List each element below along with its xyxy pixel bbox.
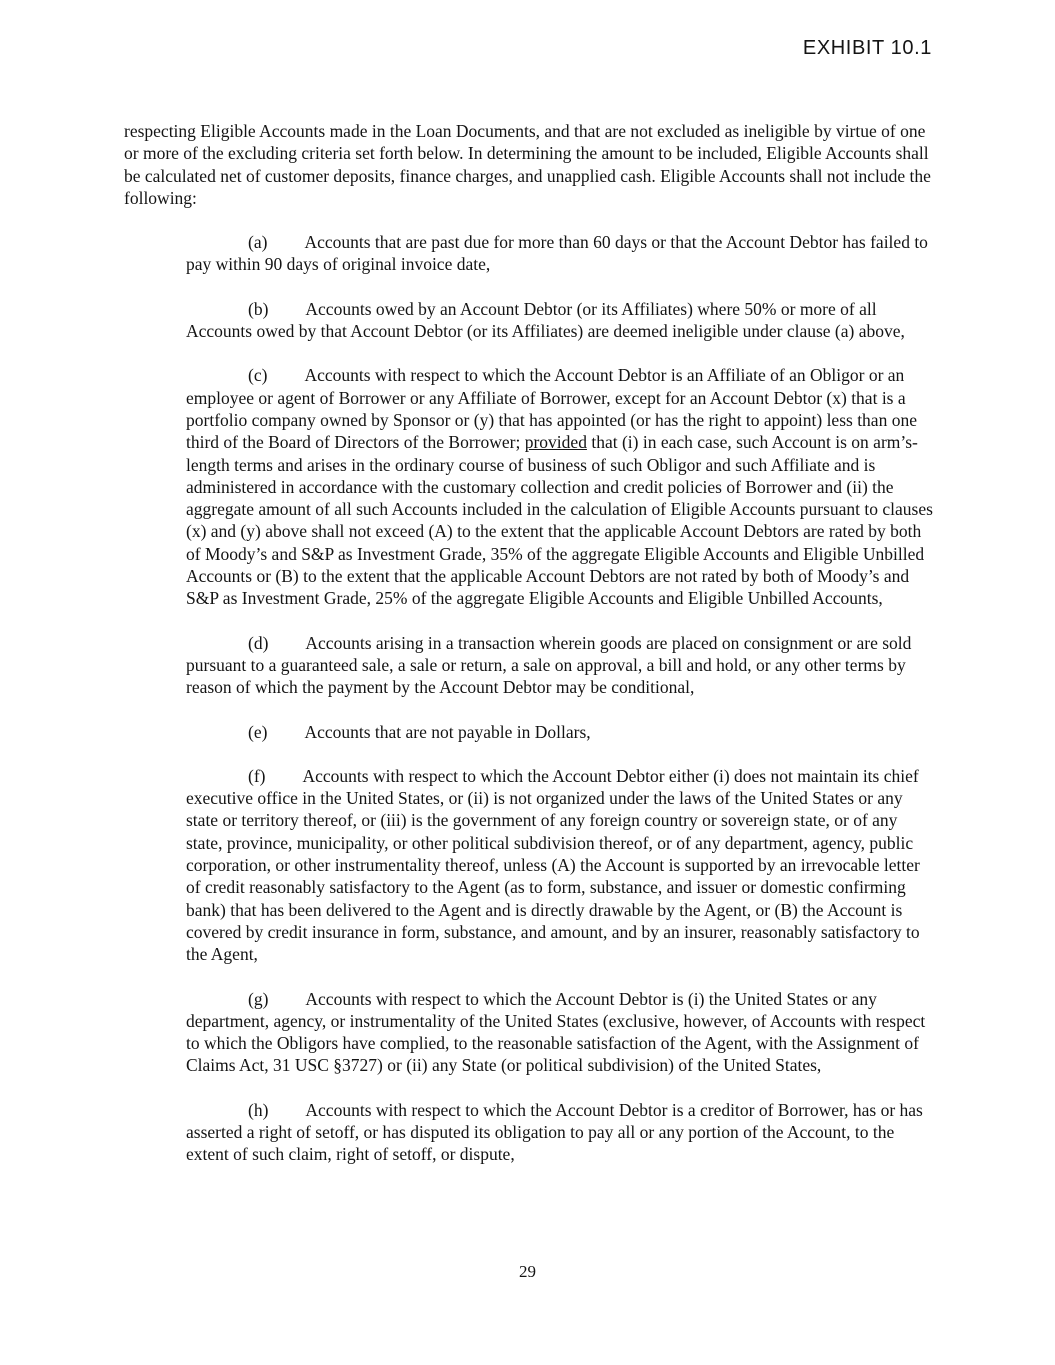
clause-text: Accounts with respect to which the Account Debtor either (i) does not maintain its chief executive office in the United States, or (ii) is not organized under the laws of the United States or any state or territory thereof, or (iii) is the government of any foreign country or sovereign state, or of any state, province, municipality, or other political subdivision thereof, or of any department, agency, public corporation, or other instrumentality thereof, unless (A) the Account is supported by an irrevocable letter of credit reasonably satisfactory to the Agent (as to form, substance, and issuer or domestic confirming bank) that has been delivered to the Agent and is directly drawable by the Agent, or (B) the Account is covered by credit insurance in form, substance, and amount, and by an insurer, reasonably satisfactory to the Agent, <box>186 765 920 965</box>
clause-text: Accounts with respect to which the Account Debtor is a creditor of Borrower, has or has asserted a right of setoff, or has disputed its obligation to pay all or any portion of the Account, to the extent of such claim, right of setoff, or dispute, <box>186 1099 923 1165</box>
clause-text: Accounts with respect to which the Account Debtor is (i) the United States or any department, agency, or instrumentality of the United States (exclusive, however, of Accounts with respect to which the Obligors have complied, to the reasonable satisfaction of the Agent, with the Assignment of Claims Act, 31 USC §3727) or (ii) any State (or political subdivision) of the United States, <box>186 988 926 1076</box>
page-number: 29 <box>519 1262 536 1281</box>
clause-text: Accounts arising in a transaction wherein goods are placed on consignment or are sold pursuant to a guaranteed sale, a sale or return, a sale on approval, a bill and hold, or any other terms by reason of which the payment by the Account Debtor may be conditional, <box>186 632 912 698</box>
clause-label: (c) <box>248 365 268 386</box>
clause-text: Accounts that are past due for more than 60 days or that the Account Debtor has failed to pay within 90 days of original invoice date, <box>186 232 928 275</box>
clause-label: (d) <box>248 632 269 653</box>
document-body <box>124 120 934 1166</box>
clause-b <box>186 298 934 343</box>
clause-text: that (i) in each case, such Account is on arm’s-length terms and arises in the ordinary course of business of such Obligor and such Affiliate and is administered in accordance with the customary collection and credit policies of Borrower and (ii) the aggregate amount of all such Accounts included in the calculation of Eligible Accounts pursuant to clauses (x) and (y) above shall not exceed (A) to the extent that the applicable Account Debtors are rated by both of Moody’s and S&P as Investment Grade, 35% of the aggregate Eligible Accounts and Eligible Unbilled Accounts or (B) to the extent that the applicable Account Debtors are not rated by both of Moody’s and S&P as Investment Grade, 25% of the aggregate Eligible Accounts and Eligible Unbilled Accounts, <box>186 432 933 609</box>
clause-d <box>186 632 934 699</box>
clause-label: (e) <box>248 721 268 742</box>
clause-g <box>186 988 934 1077</box>
clause-label: (a) <box>248 232 268 253</box>
clause-text-underlined: provided <box>524 432 587 453</box>
clause-e <box>186 721 934 743</box>
clause-list <box>124 231 934 1165</box>
clause-text: Accounts owed by an Account Debtor (or its Affiliates) where 50% or more of all Accounts owed by that Account Debtor (or its Affiliates) are deemed ineligible under clause (a) above, <box>186 298 905 342</box>
clause-label: (g) <box>248 988 269 1009</box>
clause-h <box>186 1099 934 1166</box>
clause-text: Accounts with respect to which the Account Debtor is an Affiliate of an Obligor or an employee or agent of Borrower or any Affiliate of Borrower, except for an Account Debtor (x) that is a portfolio company owned by Sponsor or (y) that has appointed (or has the right to appoint) less than one third of the Board of Directors of the Borrower; <box>186 365 917 453</box>
clause-label: (h) <box>248 1099 269 1120</box>
clause-f <box>186 765 934 966</box>
clause-c <box>186 364 934 609</box>
clause-label: (b) <box>248 298 269 319</box>
clause-text: Accounts that are not payable in Dollars, <box>304 721 591 742</box>
exhibit-header: EXHIBIT 10.1 <box>802 37 932 59</box>
clause-a <box>186 231 934 276</box>
intro-paragraph: respecting Eligible Accounts made in the Loan Documents, and that are not excluded as ineligible by virtue of one or more of the excluding criteria set forth below. In determining the amount to be included, Eligible Accounts shall be calculated net of customer deposits, finance charges, and unapplied cash. Eligible Accounts shall not include the following: <box>124 121 931 208</box>
clause-label: (f) <box>248 765 266 786</box>
